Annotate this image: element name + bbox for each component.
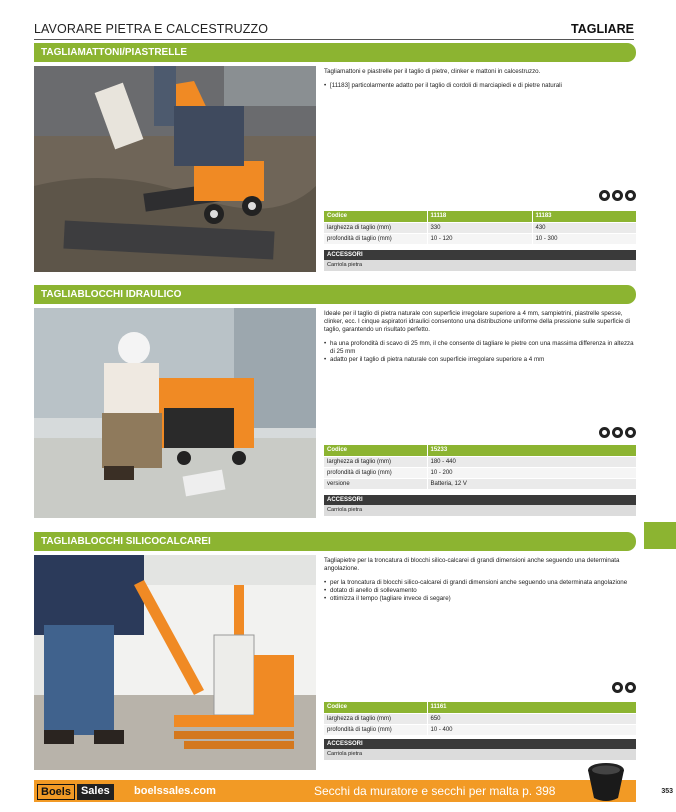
feature-list <box>324 340 636 364</box>
feature-list <box>324 82 636 90</box>
feature-item: • [11183] particolarmente adatto per il taglio di cordoli di marciapiedi e di pietre naturali <box>324 82 636 90</box>
product-section-block-cutter <box>34 532 636 772</box>
accessory-item: Carriola pietra <box>324 260 636 271</box>
category-title: LAVORARE PIETRA E CALCESTRUZZO <box>34 22 269 36</box>
safety-gloves-icon <box>599 190 610 201</box>
feature-list <box>324 579 636 603</box>
page-header <box>34 22 634 40</box>
chapter-tab <box>644 522 676 549</box>
ear-protection-icon <box>612 427 623 438</box>
product-photo <box>34 555 316 770</box>
website-link[interactable]: boelssales.com <box>134 785 216 797</box>
spec-table <box>324 445 636 490</box>
table-cell: 430 <box>532 222 636 233</box>
feature-item: • adatto per il taglio di pietra naturale con superficie irregolare superiore a 4 mm <box>324 356 636 364</box>
table-header-row <box>324 445 636 456</box>
table-cell: profondità di taglio (mm) <box>324 233 427 244</box>
table-row <box>324 724 636 735</box>
safety-icons <box>599 190 636 201</box>
product-description <box>324 310 636 364</box>
brand-logo-part2: Sales <box>77 784 114 800</box>
description-text: Ideale per il taglio di pietra naturale con superficie irregolare superiore a 4 mm, sampietrini, piastrelle spesse, clinker, ecc. I cinque aspiratori idraulici consentono una distribuzione uniforme della pressione sulle superficie di taglio, garantendo un risultato perfetto. <box>324 310 631 333</box>
accessories-box <box>324 739 636 760</box>
table-header-cell: 11183 <box>532 211 636 222</box>
table-cell: versione <box>324 478 427 489</box>
accessory-item: Carriola pietra <box>324 505 636 516</box>
accessories-box <box>324 495 636 516</box>
table-cell: 650 <box>427 713 636 724</box>
table-cell: Batteria, 12 V <box>427 478 636 489</box>
ear-protection-icon <box>612 190 623 201</box>
product-photo <box>34 66 316 272</box>
table-header-cell: 11118 <box>427 211 532 222</box>
section-heading: TAGLIABLOCCHI SILICOCALCAREI <box>34 532 636 551</box>
safety-helmet-icon <box>625 427 636 438</box>
safety-icons <box>599 427 636 438</box>
table-row <box>324 467 636 478</box>
accessories-box <box>324 250 636 271</box>
table-cell: 10 - 400 <box>427 724 636 735</box>
section-heading: TAGLIAMATTONI/PIASTRELLE <box>34 43 636 62</box>
table-cell: larghezza di taglio (mm) <box>324 456 427 467</box>
feature-item: • ottimizza il tempo (tagliare invece di segare) <box>324 595 636 603</box>
spec-table <box>324 702 636 736</box>
product-section-brick-cutter <box>34 43 636 275</box>
table-row <box>324 713 636 724</box>
table-header-row <box>324 211 636 222</box>
accessories-heading: ACCESSORI <box>324 739 636 749</box>
table-cell: larghezza di taglio (mm) <box>324 222 427 233</box>
accessories-heading: ACCESSORI <box>324 250 636 260</box>
page-number: 353 <box>661 788 673 795</box>
table-header-cell: 15233 <box>427 445 636 456</box>
spec-table <box>324 211 636 245</box>
product-section-hydraulic-cutter <box>34 285 636 525</box>
feature-item: • ha una profondità di scavo di 25 mm, il che consente di tagliare le pietre con una massima differenza in altezza di 25 mm <box>324 340 636 356</box>
table-cell: 10 - 300 <box>532 233 636 244</box>
table-header-cell: Codice <box>324 211 427 222</box>
table-header-cell: Codice <box>324 445 427 456</box>
table-cell: larghezza di taglio (mm) <box>324 713 427 724</box>
safety-gloves-icon <box>612 682 623 693</box>
bucket-icon <box>584 760 628 802</box>
table-header-row <box>324 702 636 713</box>
footer-banner[interactable] <box>34 780 636 802</box>
table-row <box>324 233 636 244</box>
section-heading: TAGLIABLOCCHI IDRAULICO <box>34 285 636 304</box>
feature-item: • per la troncatura di blocchi silico-calcarei di grandi dimensioni anche seguendo una determinata angolazione <box>324 579 636 587</box>
product-description <box>324 557 636 603</box>
table-row <box>324 222 636 233</box>
table-cell: 330 <box>427 222 532 233</box>
description-text: Tagliapietre per la troncatura di blocchi silico-calcarei di grandi dimensioni anche seguendo una determinata angolazione. <box>324 557 620 572</box>
accessories-heading: ACCESSORI <box>324 495 636 505</box>
safety-helmet-icon <box>625 190 636 201</box>
ear-protection-icon <box>625 682 636 693</box>
description-text: Tagliamattoni e piastrelle per il taglio di pietre, clinker e mattoni in calcestruzzo. <box>324 68 541 75</box>
table-cell: 10 - 120 <box>427 233 532 244</box>
safety-gloves-icon <box>599 427 610 438</box>
table-cell: 10 - 200 <box>427 467 636 478</box>
feature-item: • dotato di anello di sollevamento <box>324 587 636 595</box>
safety-icons <box>612 682 636 693</box>
table-cell: profondità di taglio (mm) <box>324 724 427 735</box>
table-header-cell: Codice <box>324 702 427 713</box>
accessory-item: Carriola pietra <box>324 749 636 760</box>
product-description <box>324 68 636 90</box>
table-cell: profondità di taglio (mm) <box>324 467 427 478</box>
brand-logo <box>37 784 114 800</box>
table-header-cell: 11161 <box>427 702 636 713</box>
table-row <box>324 456 636 467</box>
section-title: TAGLIARE <box>571 22 634 36</box>
promo-text[interactable]: Secchi da muratore e secchi per malta p. 398 <box>314 784 556 798</box>
brand-logo-part1: Boels <box>37 784 75 800</box>
table-cell: 180 - 440 <box>427 456 636 467</box>
product-photo <box>34 308 316 518</box>
table-row <box>324 478 636 489</box>
